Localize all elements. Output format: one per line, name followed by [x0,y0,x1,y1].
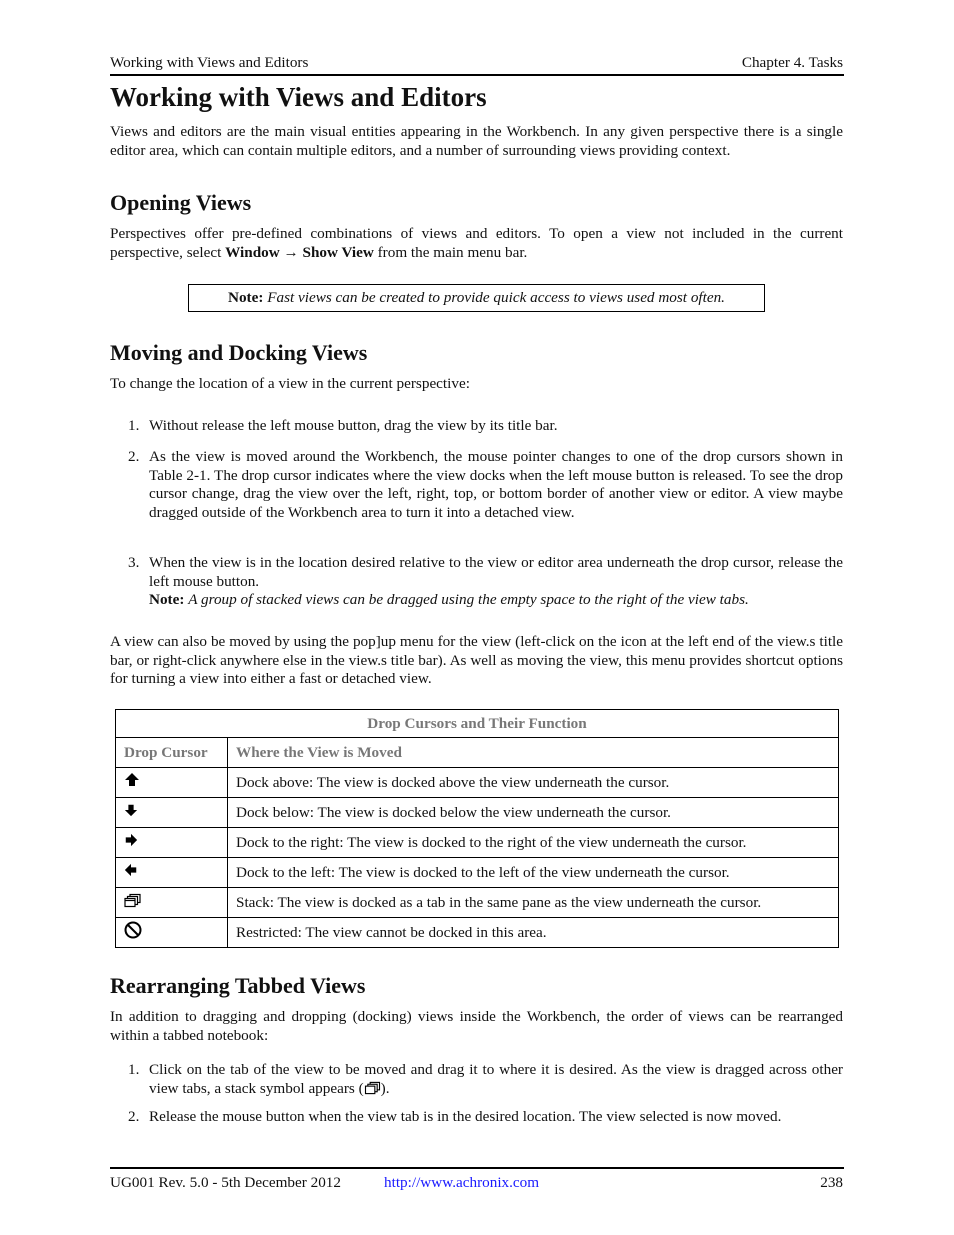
rearranging-intro: In addition to dragging and dropping (docking) views inside the Workbench, the order of views can be rearranged within a tabbed notebook: [110,1008,843,1044]
note-text: A group of stacked views can be dragged using the empty space to the right of the view tabs. [188,591,749,609]
header-rule [110,74,844,76]
list-item [110,554,843,610]
table-cell: Restricted: The view cannot be docked in this area. [228,918,839,948]
list-item [110,448,843,523]
restricted-icon [124,921,142,939]
intro-paragraph: Views and editors are the main visual entities appearing in the Workbench. In any given perspective there is a single editor area, which can contain multiple editors, and a number of surrounding views providing context. [110,123,843,159]
table-cell: Stack: The view is docked as a tab in the same pane as the view underneath the cursor. [228,888,839,918]
list-text: Without release the left mouse button, drag the view by its title bar. [149,417,558,434]
list-number: 1. [128,417,140,434]
list-number: 3. [128,554,140,571]
table-row [116,768,839,798]
text: Perspectives offer pre-defined combinations of views and editors. To open a view not included in the current perspective, select [110,225,843,261]
list-item [110,417,843,436]
text: Click on the tab of the view to be moved and drag it to where it is desired. As the view is dragged across other view tabs, a stack symbol appears ( [149,1061,843,1097]
arrow-left-icon [124,863,138,877]
table-cell: Dock above: The view is docked above the view underneath the cursor. [228,768,839,798]
note-text: Fast views can be created to provide quick access to views used most often. [267,289,725,306]
text: from the main menu bar. [373,243,528,261]
table-row [116,888,839,918]
table-row [116,858,839,888]
note-box [188,284,765,312]
list-item [110,1108,843,1127]
running-header-left: Working with Views and Editors [110,54,309,71]
list-number: 2. [128,448,140,465]
opening-paragraph [110,225,843,262]
stack-icon [124,893,141,908]
list-text: When the view is in the location desired relative to the view or editor area underneath the drop cursor, release the left mouse button. [149,554,843,590]
table-row [116,798,839,828]
moving-intro: To change the location of a view in the current perspective: [110,375,470,392]
arrow: → [279,243,303,261]
stack-icon [364,1081,381,1095]
list-text: Release the mouse button when the view tab is in the desired location. The view selected is now moved. [149,1108,782,1125]
inline-note [149,591,843,610]
list-text: As the view is moved around the Workbench, the mouse pointer changes to one of the drop cursors shown in Table 2-1. The drop cursor indicates where the view docks when the left mouse button is released. To see the drop cursor change, drag the view over the left, right, top, or bottom border of another view or editor. A view maybe dragged outside of the Workbench area to turn it into a detached view. [149,448,843,522]
note-label: Note: [228,289,264,306]
note-label: Note: [149,591,185,609]
menu-window: Window [225,243,280,261]
arrow-right-icon [124,833,138,847]
table-row [116,828,839,858]
table-cell: Dock below: The view is docked below the view underneath the cursor. [228,798,839,828]
drop-cursors-table [115,709,839,948]
section-heading-rearranging: Rearranging Tabbed Views [110,973,366,998]
page-number: 238 [820,1174,843,1191]
footer-rule [110,1167,844,1169]
section-heading-opening: Opening Views [110,190,252,215]
column-header: Drop Cursor [116,738,228,768]
moving-paragraph: A view can also be moved by using the pop]up menu for the view (left-click on the icon at the left end of the view.s title bar, or right-click anywhere else in the view.s title bar). As well as moving the view, this menu provides shortcut options for turning a view into either a fast or detached view. [110,633,843,688]
table-row [116,918,839,948]
arrow-down-icon [124,803,138,817]
table-cell: Dock to the right: The view is docked to the right of the view underneath the cursor. [228,828,839,858]
list-number: 2. [128,1108,140,1125]
column-header: Where the View is Moved [228,738,839,768]
page-title: Working with Views and Editors [110,82,487,112]
menu-show-view: Show View [302,243,374,261]
list-text [149,1061,843,1098]
arrow-up-icon [124,772,140,788]
text: ). [380,1079,390,1097]
table-title: Drop Cursors and Their Function [116,710,839,738]
footer-doc-id: UG001 Rev. 5.0 - 5th December 2012 [110,1174,341,1191]
list-item [110,1061,843,1098]
running-header-right: Chapter 4. Tasks [741,54,843,71]
list-number: 1. [128,1061,140,1078]
section-heading-moving: Moving and Docking Views [110,340,368,365]
footer-link[interactable]: http://www.achronix.com [384,1174,540,1191]
table-cell: Dock to the left: The view is docked to the left of the view underneath the cursor. [228,858,839,888]
